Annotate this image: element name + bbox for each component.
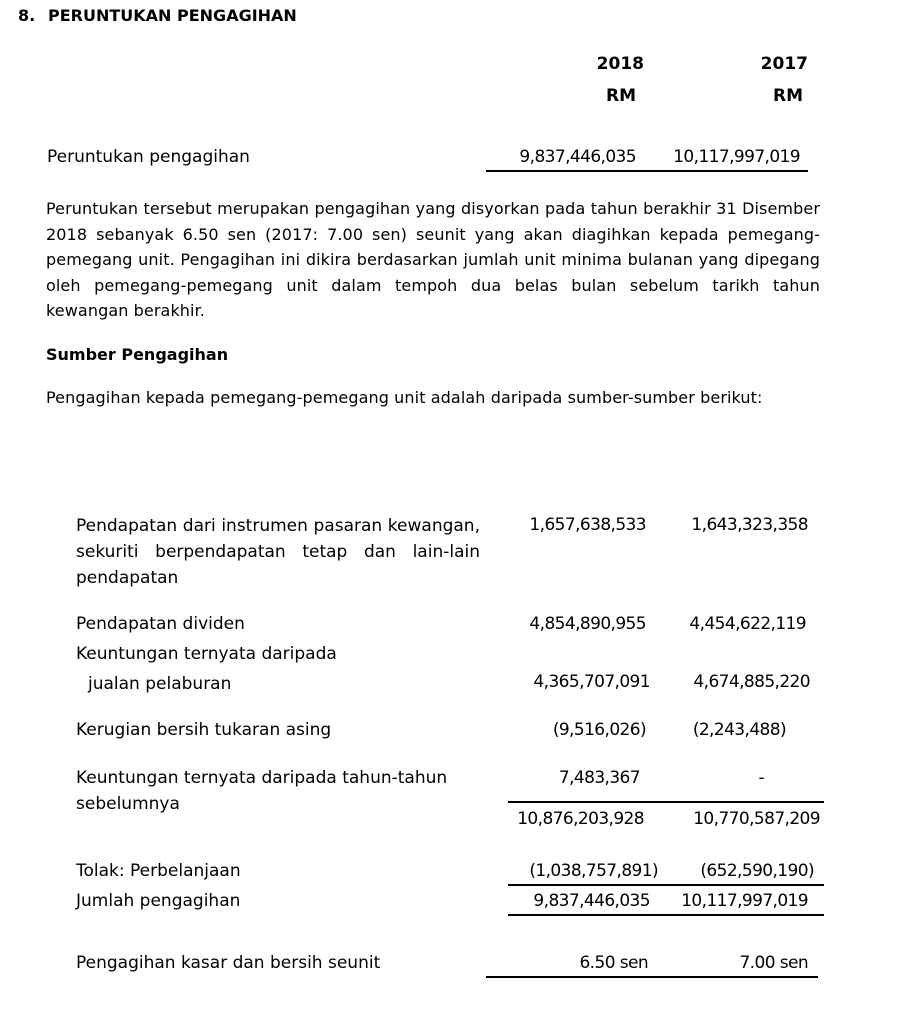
total-underline xyxy=(508,914,824,916)
allocation-label: Peruntukan pengagihan xyxy=(47,147,250,167)
column-unit-2018: RM xyxy=(606,86,637,106)
expenses-label: Tolak: Perbelanjaan xyxy=(76,861,241,881)
sources-heading: Sumber Pengagihan xyxy=(46,345,229,364)
expenses-value-2018: (1,038,757,891) xyxy=(529,861,658,881)
row-label-realised-gain-line2: jualan pelaburan xyxy=(88,674,232,694)
allocation-underline xyxy=(486,170,808,172)
row-value-2018-prior-years-gain: 7,483,367 xyxy=(558,768,640,788)
allocation-value-2017: 10,117,997,019 xyxy=(673,147,800,167)
expenses-underline xyxy=(508,884,824,886)
row-value-2017-instruments: 1,643,323,358 xyxy=(691,515,808,535)
row-value-2017-dividends: 4,454,622,119 xyxy=(689,614,806,634)
row-label-dividends: Pendapatan dividen xyxy=(76,614,245,634)
row-label-fx-loss: Kerugian bersih tukaran asing xyxy=(76,720,332,740)
allocation-value-2018: 9,837,446,035 xyxy=(519,147,636,167)
row-value-2018-dividends: 4,854,890,955 xyxy=(529,614,646,634)
row-label-prior-years-gain-line2: sebelumnya xyxy=(76,794,180,814)
column-header-2017: 2017 xyxy=(760,54,808,74)
row-label-realised-gain: Keuntungan ternyata daripada xyxy=(76,644,337,664)
per-unit-value-2017: 7.00 sen xyxy=(739,953,808,973)
row-label-instruments: Pendapatan dari instrumen pasaran kewangan, sekuriti berpendapatan tetap dan lain-lain pendapatan xyxy=(76,516,480,588)
row-value-2018-instruments: 1,657,638,533 xyxy=(529,515,646,535)
per-unit-underline xyxy=(486,976,818,978)
row-value-2017-realised-gain: 4,674,885,220 xyxy=(693,672,810,692)
row-value-2017-prior-years-gain: - xyxy=(758,768,764,788)
row-value-2017-fx-loss: (2,243,488) xyxy=(692,720,786,740)
section-number: 8. xyxy=(18,6,36,25)
per-unit-label: Pengagihan kasar dan bersih seunit xyxy=(76,953,381,973)
subtotal-value-2018: 10,876,203,928 xyxy=(517,809,644,829)
per-unit-value-2018: 6.50 sen xyxy=(579,953,648,973)
section-title: PERUNTUKAN PENGAGIHAN xyxy=(48,6,297,25)
total-label: Jumlah pengagihan xyxy=(76,891,241,911)
column-header-2018: 2018 xyxy=(596,54,644,74)
column-unit-2017: RM xyxy=(773,86,804,106)
subtotal-value-2017: 10,770,587,209 xyxy=(693,809,820,829)
expenses-value-2017: (652,590,190) xyxy=(700,861,814,881)
total-value-2017: 10,117,997,019 xyxy=(681,891,808,911)
subtotal-overline xyxy=(508,801,824,803)
total-value-2018: 9,837,446,035 xyxy=(533,891,650,911)
sources-intro: Pengagihan kepada pemegang-pemegang unit adalah daripada sumber-sumber berikut: xyxy=(46,388,763,407)
row-label-prior-years-gain: Keuntungan ternyata daripada tahun-tahun xyxy=(76,768,448,788)
allocation-explanation: Peruntukan tersebut merupakan pengagihan yang disyorkan pada tahun berakhir 31 Disember 2018 sebanyak 6.50 sen (2017: 7.00 sen) seunit yang akan diagihkan kepada pemegang-pemegang unit. Pengagihan ini dikira berdasarkan jumlah unit minima bulanan yang dipegang oleh pemegang-pemegang unit dalam tempoh dua belas bulan sebelum tarikh tahun kewangan berakhir. xyxy=(46,199,820,320)
row-value-2018-fx-loss: (9,516,026) xyxy=(552,720,646,740)
row-value-2018-realised-gain: 4,365,707,091 xyxy=(533,672,650,692)
